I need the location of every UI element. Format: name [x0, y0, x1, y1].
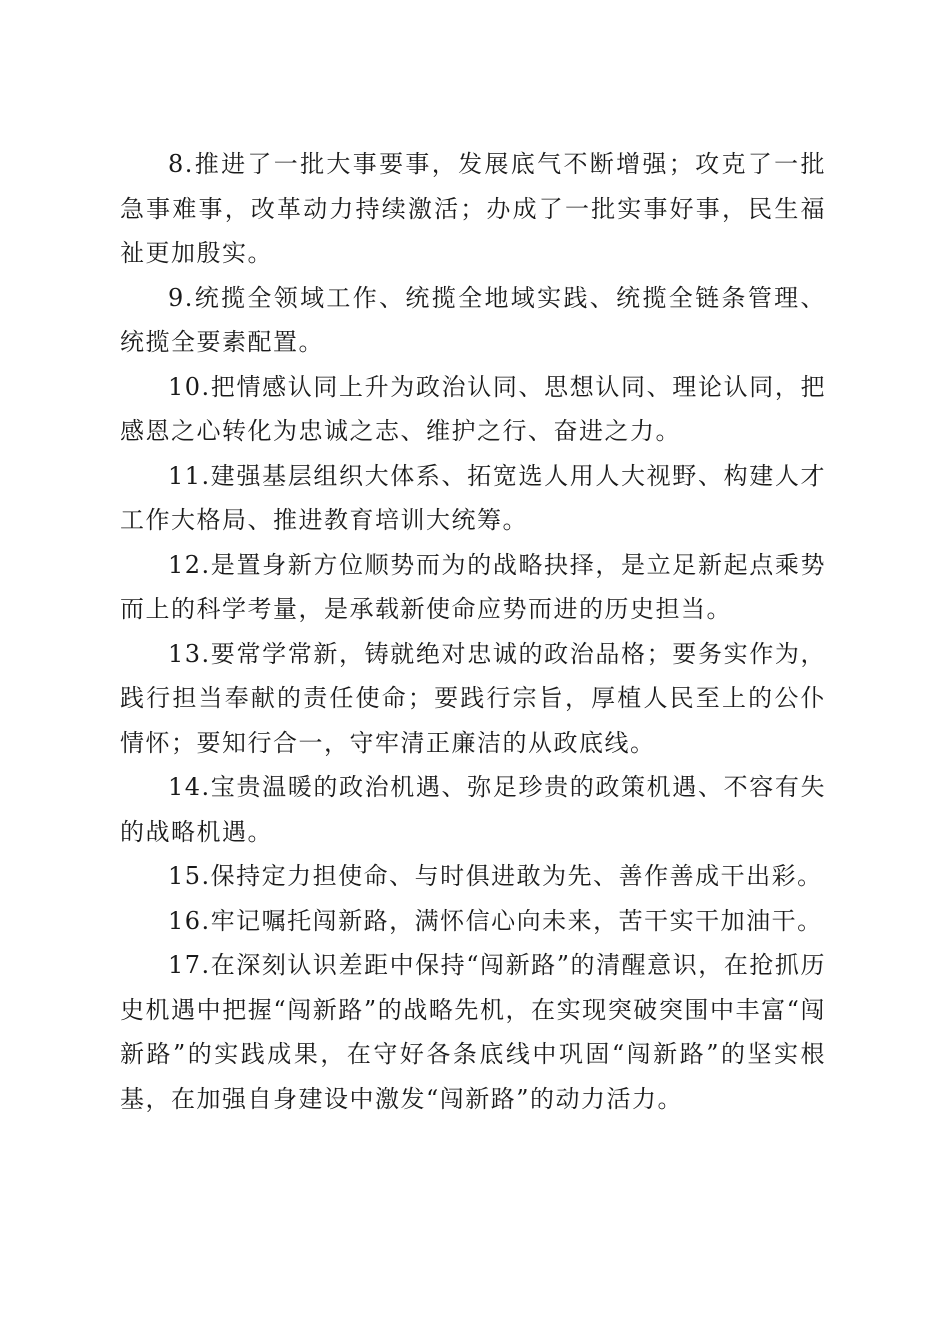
paragraph-12: 12.是置身新方位顺势而为的战略抉择，是立足新起点乘势而上的科学考量，是承载新使命应势而进的历史担当。: [120, 550, 826, 623]
paragraph-14: 14.宝贵温暖的政治机遇、弥足珍贵的政策机遇、不容有失的战略机遇。: [120, 773, 826, 846]
paragraph-9: 9.统揽全领域工作、统揽全地域实践、统揽全链条管理、统揽全要素配置。: [120, 283, 826, 356]
paragraph-10: 10.把情感认同上升为政治认同、思想认同、理论认同，把感恩之心转化为忠诚之志、维护之行、奋进之力。: [120, 372, 826, 445]
paragraph-16: 16.牢记嘱托闯新路，满怀信心向未来，苦干实干加油干。: [168, 906, 823, 935]
paragraph-8: 8.推进了一批大事要事，发展底气不断增强；攻克了一批急事难事，改革动力持续激活；办成了一批实事好事，民生福祉更加殷实。: [120, 150, 826, 267]
paragraph-17: 17.在深刻认识差距中保持“闯新路”的清醒意识，在抢抓历史机遇中把握“闯新路”的战略先机，在实现突破突围中丰富“闯新路”的实践成果，在守好各条底线中巩固“闯新路”的坚实根基，在加强自身建设中激发“闯新路”的动力活力。: [120, 951, 826, 1113]
paragraph-11: 11.建强基层组织大体系、拓宽选人用人大视野、构建人才工作大格局、推进教育培训大统筹。: [120, 461, 826, 534]
document-body: [120, 142, 826, 1121]
paragraph-13: 13.要常学常新，铸就绝对忠诚的政治品格；要务实作为，践行担当奉献的责任使命；要践行宗旨，厚植人民至上的公仆情怀；要知行合一，守牢清正廉洁的从政底线。: [120, 639, 826, 757]
paragraph-15: 15.保持定力担使命、与时俱进敢为先、善作善成干出彩。: [168, 862, 823, 890]
